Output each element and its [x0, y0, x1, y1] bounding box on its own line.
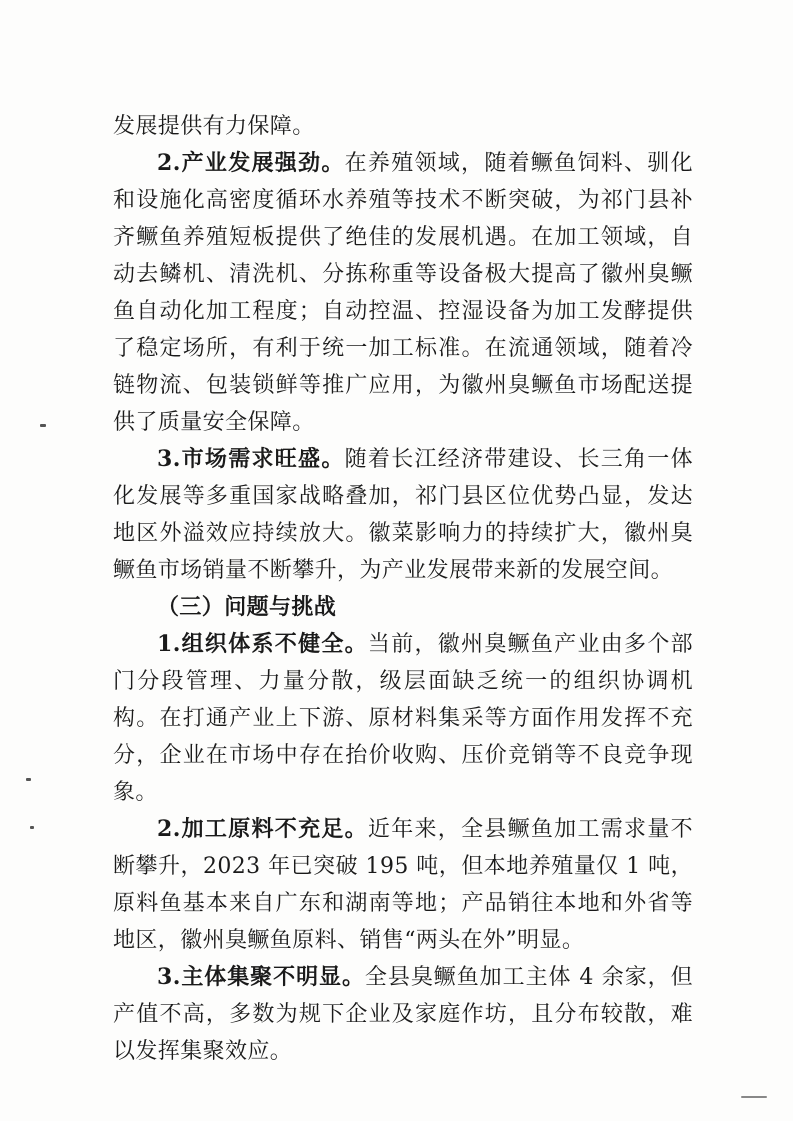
paragraph-industry-development [113, 145, 693, 441]
paragraph-raw-materials [113, 811, 693, 959]
paragraph-clustering [113, 959, 693, 1070]
paragraph-text: 当前，徽州臭鳜鱼产业由多个部门分段管理、力量分散，级层面缺乏统一的组织协调机构。在打通产业上下游、原材料集采等方面作用发挥不充分，企业在市场中存在抬价收购、压价竞销等不良竞争现象。 [113, 632, 693, 805]
scan-speck [26, 778, 31, 781]
paragraph-text: 随着长江经济带建设、长三角一体化发展等多重国家战略叠加，祁门县区位优势凸显，发达地区外溢效应持续放大。徽菜影响力的持续扩大，徽州臭鳜鱼市场销量不断攀升，为产业发展带来新的发展空间。 [113, 447, 693, 583]
paragraph-lead: 2.产业发展强劲。 [157, 150, 345, 176]
paragraph-text: 发展提供有力保障。 [113, 114, 315, 139]
paragraph-continuation [113, 108, 693, 145]
paragraph-lead: 2.加工原料不充足。 [157, 816, 368, 842]
paragraph-lead: 3.主体集聚不明显。 [157, 964, 365, 990]
paragraph-text: 全县臭鳜鱼加工主体 4 余家，但产值不高，多数为规下企业及家庭作坊，且分布较散，难以发挥集聚效应。 [113, 965, 694, 1064]
section-heading: （三）问题与挑战 [157, 594, 337, 620]
paragraph-market-demand [113, 441, 693, 589]
scan-line [741, 1096, 767, 1098]
scan-speck [30, 826, 34, 829]
paragraph-organization [113, 626, 693, 811]
document-body [113, 108, 693, 1070]
paragraph-text: 近年来，全县鳜鱼加工需求量不断攀升，2023 年已突破 195 吨，但本地养殖量仅 1 吨，原料鱼基本来自广东和湖南等地；产品销往本地和外省等地区，徽州臭鳜鱼原料、销售“两头在外”明显。 [113, 817, 693, 953]
scan-speck [40, 424, 46, 427]
paragraph-lead: 1.组织体系不健全。 [157, 631, 368, 657]
paragraph-text: 在养殖领域，随着鳜鱼饲料、驯化和设施化高密度循环水养殖等技术不断突破，为祁门县补齐鳜鱼养殖短板提供了绝佳的发展机遇。在加工领域，自动去鳞机、清洗机、分拣称重等设备极大提高了徽州臭鳜鱼自动化加工程度；自动控温、控湿设备为加工发酵提供了稳定场所，有利于统一加工标准。在流通领域，随着冷链物流、包装锁鲜等推广应用，为徽州臭鳜鱼市场配送提供了质量安全保障。 [113, 151, 693, 435]
paragraph-lead: 3.市场需求旺盛。 [157, 446, 345, 472]
